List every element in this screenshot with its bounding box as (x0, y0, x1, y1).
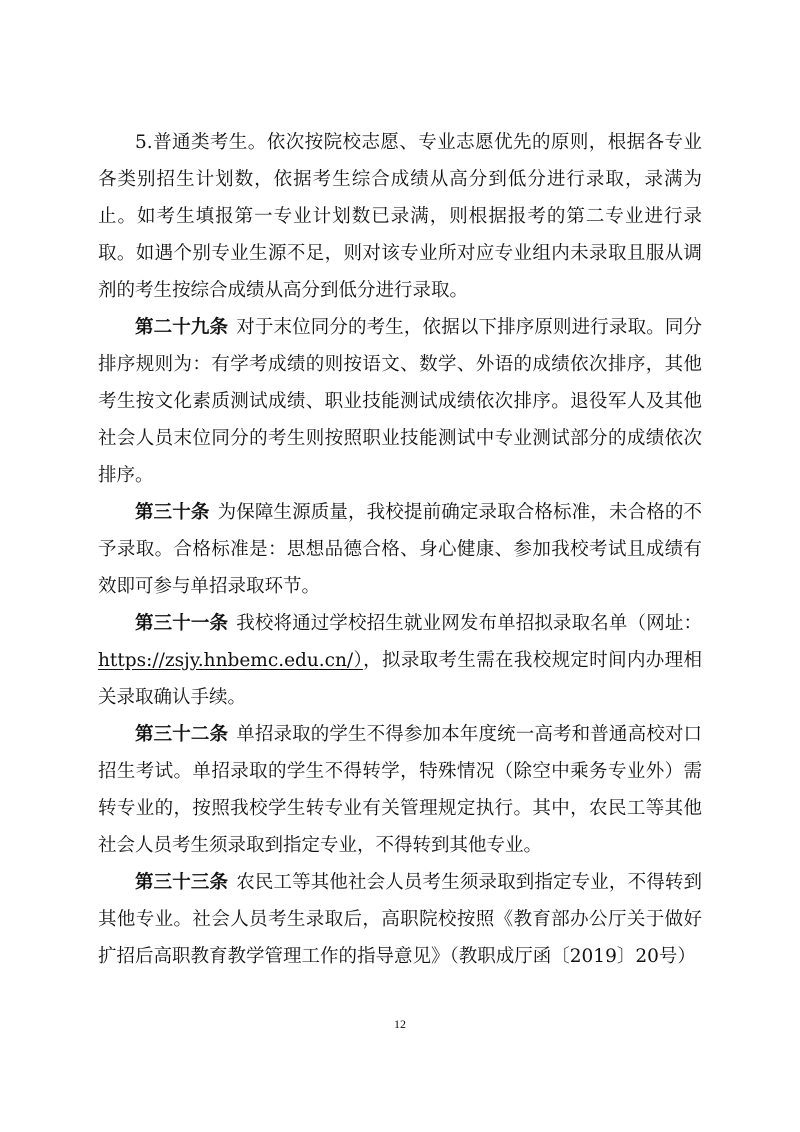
paragraph-text: 单招录取的学生不得参加本年度统一高考和普通高校对口招生考试。单招录取的学生不得转学，特殊情况（除空中乘务专业外）需转专业的，按照我校学生转专业有关管理规定执行。其中，农民工等其他社会人员考生须录取到指定专业，不得转到其他专业。 (98, 724, 702, 856)
paragraph-text: 为保障生源质量，我校提前确定录取合格标准，未合格的不予录取。合格标准是：思想品德合格、身心健康、参加我校考试且成绩有效即可参与单招录取环节。 (98, 502, 702, 597)
article-heading: 第二十九条 (135, 317, 229, 338)
article-heading: 第三十三条 (135, 872, 229, 893)
paragraph-text: 我校将通过学校招生就业网发布单招拟录取名单（网址： (236, 613, 702, 634)
article-29 (98, 309, 702, 494)
article-30 (98, 494, 702, 605)
article-heading: 第三十二条 (135, 724, 229, 745)
paragraph-text: 5.普通类考生。依次按院校志愿、专业志愿优先的原则，根据各专业各类别招生计划数，依据考生综合成绩从高分到低分进行录取，录满为止。如考生填报第一专业计划数已录满，则根据报考的第二专业进行录取。如遇个别专业生源不足，则对该专业所对应专业组内未录取且服从调剂的考生按综合成绩从高分到低分进行录取。 (98, 132, 702, 301)
article-heading: 第三十条 (135, 502, 210, 523)
paragraph-general-candidates (98, 124, 702, 309)
article-heading: 第三十一条 (135, 613, 229, 634)
document-body (98, 124, 702, 975)
admission-website-link[interactable]: https://zsjy.hnbemc.edu.cn/） (98, 650, 364, 671)
paragraph-text: 对于末位同分的考生，依据以下排序原则进行录取。同分排序规则为：有学考成绩的则按语文、数学、外语的成绩依次排序，其他考生按文化素质测试成绩、职业技能测试成绩依次排序。退役军人及其他社会人员末位同分的考生则按照职业技能测试中专业测试部分的成绩依次排序。 (98, 317, 702, 486)
paragraph-text: 农民工等其他社会人员考生须录取到指定专业，不得转到其他专业。社会人员考生录取后，高职院校按照《教育部办公厅关于做好扩招后高职教育教学管理工作的指导意见》（教职成厅函〔2019〕20号） (98, 872, 702, 967)
article-32 (98, 716, 702, 864)
article-33 (98, 864, 702, 975)
article-31 (98, 605, 702, 716)
page-number: 12 (394, 1017, 406, 1031)
paragraph-text: ，拟录取考生需在我校规定时间内办理相关录取确认手续。 (98, 650, 702, 708)
